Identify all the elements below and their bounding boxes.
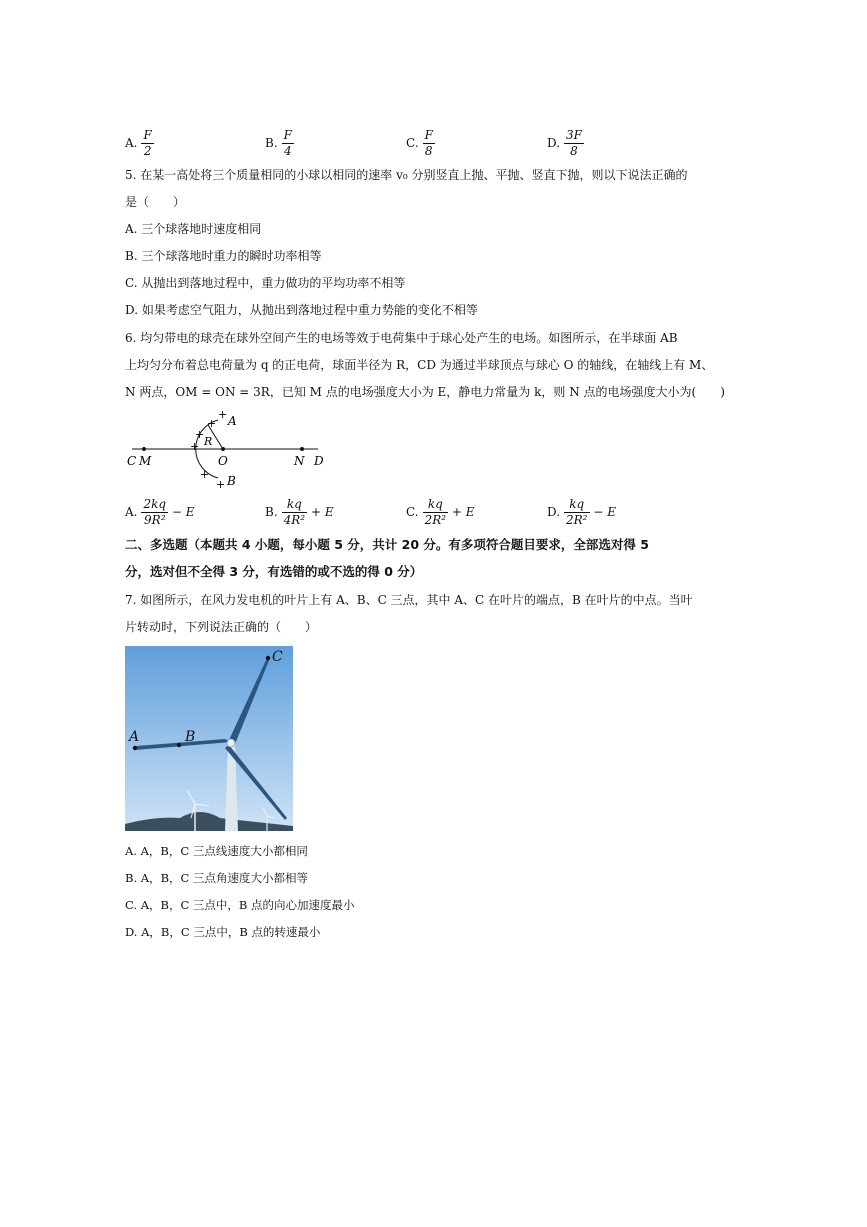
label-b: B [227, 474, 236, 488]
q7-option-c: C. A，B，C 三点中，B 点的向心加速度最小 [125, 898, 355, 912]
q5-option-b: B. 三个球落地时重力的瞬时功率相等 [125, 249, 322, 263]
point-c [266, 656, 270, 660]
q4-option-c: C. $\frac{F}{8}$ [406, 128, 433, 158]
q6-option-d: D. $\frac{kq}{\text{2R²}}$ − E [547, 497, 616, 527]
q5-option-d: D. 如果考虑空气阻力，从抛出到落地过程中重力势能的变化不相等 [125, 303, 478, 317]
label-r: R [204, 435, 213, 448]
point-m [142, 447, 146, 451]
q7-stem-line2: 片转动时，下列说法正确的（ ） [125, 620, 318, 634]
q7-stem-line1: 7. 如图所示，在风力发电机的叶片上有 A、B、C 三点，其中 A、C 在叶片的端点，B 在叶片的中点。当叶 [125, 593, 693, 607]
hemisphere-charge-diagram [120, 405, 340, 493]
label-c: C [127, 454, 137, 468]
q6-stem-line1: 6. 均匀带电的球壳在球外空间产生的电场等效于电荷集中于球心处产生的电场。如图所示，在半球面 AB [125, 331, 678, 345]
plus-sign: + [218, 408, 228, 421]
q6-option-a: A. $\frac{2kq}{\text{9R²}}$ − E [125, 497, 195, 527]
label-b: B [185, 729, 196, 745]
point-o [221, 447, 225, 451]
q7-option-d: D. A，B，C 三点中，B 点的转速最小 [125, 925, 321, 939]
plus-sign: + [216, 478, 226, 491]
q6-stem-line2: 上均匀分布着总电荷量为 q 的正电荷，球面半径为 R，CD 为通过半球顶点与球心 O 的轴线，在轴线上有 M、 [125, 358, 714, 372]
plus-sign: + [190, 440, 200, 453]
q5-stem-line2: 是（ ） [125, 195, 186, 209]
q5-stem-line1: 5. 在某一高处将三个质量相同的小球以相同的速率 v₀ 分别竖直上抛、平抛、竖直下抛，则以下说法正确的 [125, 168, 688, 182]
plus-sign: + [207, 417, 217, 430]
turbine-hub [227, 739, 235, 747]
label-o: O [218, 454, 228, 468]
point-a [133, 746, 137, 750]
section-heading-line2: 分，选对但不全得 3 分，有选错的或不选的得 0 分） [125, 564, 423, 579]
plus-sign: + [195, 428, 205, 441]
section-heading-line1: 二、多选题（本题共 4 小题，每小题 5 分，共计 20 分。有多项符合题目要求，全部选对得 5 [125, 537, 649, 552]
label-m: M [139, 454, 152, 468]
q6-option-c: C. $\frac{kq}{\text{2R²}}$ + E [406, 497, 475, 527]
q4-option-d: D. $\frac{3F}{8}$ [547, 128, 582, 158]
label-a: A [129, 729, 140, 745]
q5-option-c: C. 从抛出到落地过程中，重力做功的平均功率不相等 [125, 276, 406, 290]
q4-option-a: A. $\frac{F}{2}$ [125, 128, 152, 158]
wind-turbine-photo [125, 646, 293, 831]
label-d: D [314, 454, 324, 468]
label-a: A [228, 414, 237, 428]
q5-option-a: A. 三个球落地时速度相同 [125, 222, 262, 236]
plus-sign: + [200, 468, 210, 481]
label-n: N [294, 454, 305, 468]
point-n [300, 447, 304, 451]
q6-stem-line3: N 两点，OM = ON = 3R，已知 M 点的电场强度大小为 E，静电力常量为 k，则 N 点的电场强度大小为( ) [125, 385, 725, 399]
q7-option-b: B. A，B，C 三点角速度大小都相等 [125, 871, 308, 885]
point-b [177, 743, 181, 747]
q7-option-a: A. A，B，C 三点线速度大小都相同 [125, 844, 308, 858]
sky-background [125, 646, 293, 831]
label-c: C [272, 649, 283, 665]
q4-option-b: B. $\frac{F}{4}$ [265, 128, 292, 158]
q6-option-b: B. $\frac{kq}{\text{4R²}}$ + E [265, 497, 334, 527]
